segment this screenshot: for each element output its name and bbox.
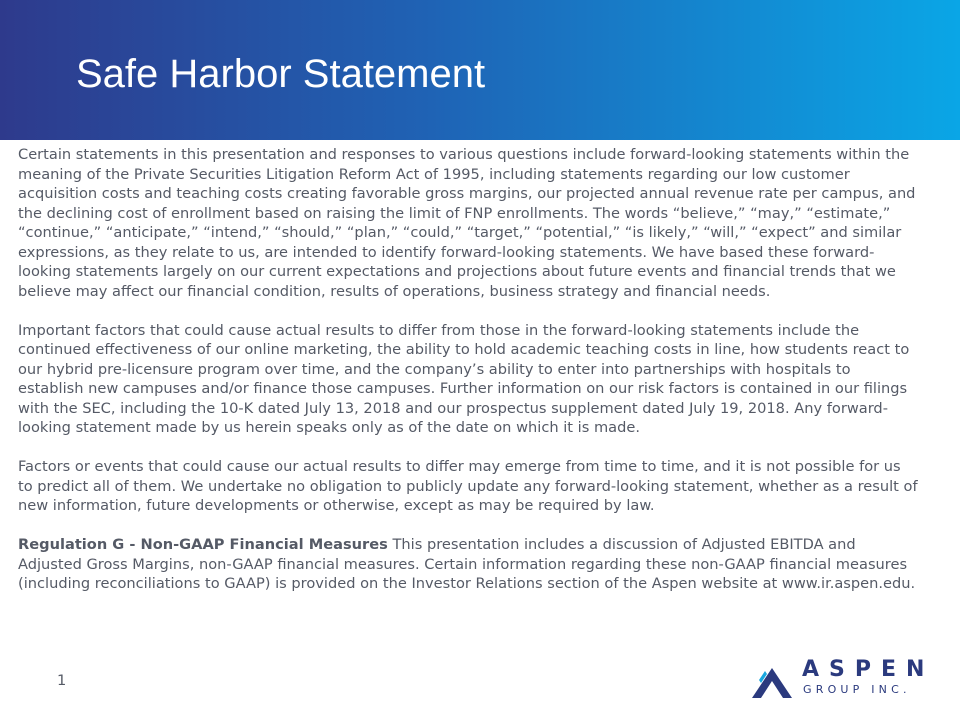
logo-wordmark: ASPEN	[802, 657, 935, 682]
regulation-heading: Regulation G - Non-GAAP Financial Measures	[18, 536, 388, 553]
paragraph-regulation-g	[18, 535, 918, 594]
paragraph-forward-looking: Certain statements in this presentation and responses to various questions include forward-looking statements within the meaning of the Private Securities Litigation Reform Act of 1995, including statements regarding our low customer acquisition costs and teaching costs creating favorable gross margins, our projected annual revenue rate per campus, and the declining cost of enrollment based on raising the limit of FNP enrollments. The words “believe,” “may,” “estimate,” “continue,” “anticipate,” “intend,” “should,” “plan,” “could,” “target,” “potential,” “is likely,” “will,” “expect” and similar expressions, as they relate to us, are intended to identify forward-looking statements. We have based these forward-looking statements largely on our current expectations and projections about future events and financial trends that we believe may affect our financial condition, results of operations, business strategy and financial needs.	[18, 146, 916, 300]
paragraph-no-obligation: Factors or events that could cause our actual results to differ may emerge from time to time, and it is not possible for us to predict all of them. We undertake no obligation to publicly update any forward-looking statement, whether as a result of new information, future developments or otherwise, except as may be required by law.	[18, 458, 918, 514]
page-number: 1	[57, 672, 67, 689]
logo-subtitle: GROUP INC.	[803, 683, 911, 696]
aspen-logo	[752, 657, 935, 700]
regulation-text: This presentation includes a discussion of Adjusted EBITDA and Adjusted Gross Margins, non-GAAP financial measures. Certain information regarding these non-GAAP financial measures (including reconciliations to GAAP) is provided on the Investor Relations section of the Aspen website at www.ir.aspen.edu.	[18, 536, 916, 592]
page-title: Safe Harbor Statement	[76, 52, 486, 96]
aspen-mountain-icon	[752, 660, 792, 698]
body-text	[18, 145, 918, 613]
paragraph-important-factors: Important factors that could cause actual results to differ from those in the forward-looking statements include the continued effectiveness of our online marketing, the ability to hold academic teaching costs in line, how students react to our hybrid pre-licensure program over time, and the company’s ability to enter into partnerships with hospitals to establish new campuses and/or finance those campuses. Further information on our risk factors is contained in our filings with the SEC, including the 10-K dated July 13, 2018 and our prospectus supplement dated July 19, 2018. Any forward-looking statement made by us herein speaks only as of the date on which it is made.	[18, 321, 910, 436]
